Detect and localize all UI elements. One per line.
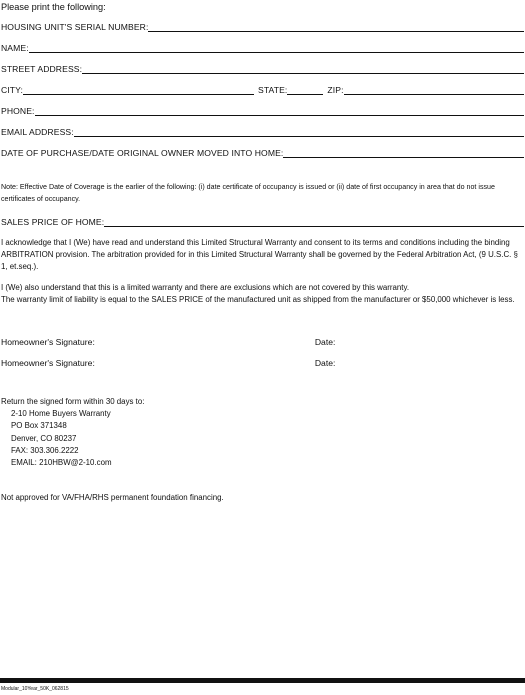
sales-price-label: SALES PRICE OF HOME: <box>1 217 105 227</box>
return-po-box: PO Box 371348 <box>11 421 67 431</box>
return-fax: FAX: 303.306.2222 <box>11 445 79 455</box>
serial-number-label: HOUSING UNIT'S SERIAL NUMBER: <box>1 22 149 32</box>
street-address-field[interactable] <box>1 62 524 74</box>
serial-number-field[interactable] <box>1 20 524 32</box>
sales-price-line[interactable] <box>104 217 524 227</box>
intro-text: Please print the following: <box>1 2 106 12</box>
city-state-zip-row <box>1 83 524 95</box>
purchase-date-label: DATE OF PURCHASE/DATE ORIGINAL OWNER MOVED INTO HOME: <box>1 148 284 158</box>
return-company: 2-10 Home Buyers Warranty <box>11 409 111 419</box>
date-label-1: Date: <box>314 337 336 347</box>
limited-warranty-line-2: The warranty limit of liability is equal to the SALES PRICE of the manufactured unit as shipped from the manufacturer or $50,000 whichever is less. <box>1 295 515 305</box>
coverage-note: Note: Effective Date of Coverage is the earlier of the following: (i) date certificate of occupancy is issued or (ii) date of first occupancy in area that do not issue certificates of occupancy. <box>1 183 495 203</box>
name-field[interactable] <box>1 41 524 53</box>
state-label: STATE: <box>258 85 288 95</box>
purchase-date-field[interactable] <box>1 146 524 158</box>
street-address-line[interactable] <box>82 64 524 74</box>
city-line[interactable] <box>23 85 254 95</box>
serial-number-line[interactable] <box>148 22 524 32</box>
name-label: NAME: <box>1 43 29 53</box>
return-heading: Return the signed form within 30 days to: <box>1 397 145 406</box>
footer-rule <box>0 678 525 683</box>
phone-label: PHONE: <box>1 106 35 116</box>
name-line[interactable] <box>29 43 524 53</box>
email-label: EMAIL ADDRESS: <box>1 127 74 137</box>
zip-label: ZIP: <box>327 85 344 95</box>
email-line[interactable] <box>74 127 524 137</box>
signature-label-1: Homeowner's Signature: <box>1 337 95 347</box>
arbitration-acknowledgement: I acknowledge that I (We) have read and understand this Limited Structural Warranty and consent to its terms and conditions including the binding ARBITRATION provision. The arbitration provided for in this Limited Structural Warranty shall be governed by the Federal Arbitration Act, (9 U.S.C. § 1, et.seq.). <box>1 238 518 272</box>
return-city: Denver, CO 80237 <box>11 433 77 443</box>
phone-field[interactable] <box>1 104 524 116</box>
date-label-2: Date: <box>314 358 336 368</box>
city-label: CITY: <box>1 85 23 95</box>
return-email: EMAIL: 210HBW@2-10.com <box>11 458 112 468</box>
signature-label-2: Homeowner's Signature: <box>1 358 95 368</box>
financing-disclaimer: Not approved for VA/FHA/RHS permanent foundation financing. <box>1 493 224 502</box>
signature-row-1 <box>1 335 524 347</box>
state-line[interactable] <box>287 85 323 95</box>
sales-price-field[interactable] <box>1 215 524 227</box>
form-code: Modular_10Year_50K_062815 <box>1 686 69 692</box>
email-field[interactable] <box>1 125 524 137</box>
limited-warranty-statement <box>1 282 523 306</box>
zip-line[interactable] <box>344 85 524 95</box>
purchase-date-line[interactable] <box>283 148 524 158</box>
street-address-label: STREET ADDRESS: <box>1 64 83 74</box>
return-instructions <box>1 396 144 469</box>
limited-warranty-line-1: I (We) also understand that this is a limited warranty and there are exclusions which are not covered by this warranty. <box>1 283 410 292</box>
signature-row-2 <box>1 356 524 368</box>
phone-line[interactable] <box>35 106 524 116</box>
